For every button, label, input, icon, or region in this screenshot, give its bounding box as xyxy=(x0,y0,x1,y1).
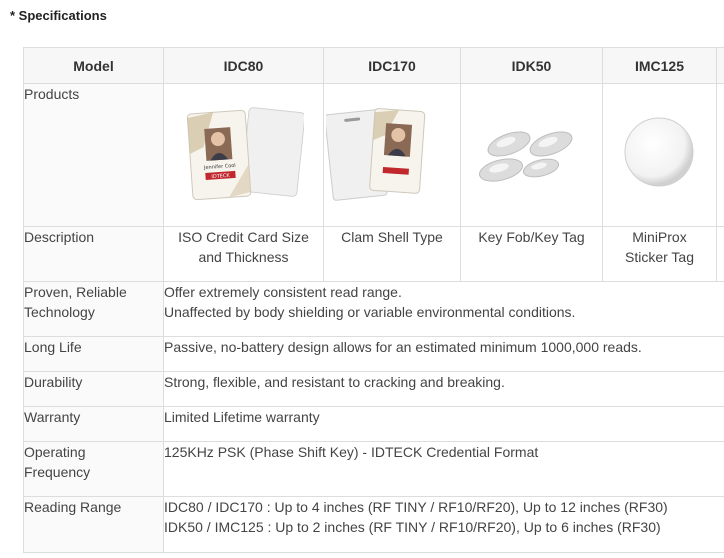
spec-row-warranty xyxy=(24,407,724,442)
spec-value-frequency xyxy=(164,442,724,497)
spec-value-durability xyxy=(164,372,724,407)
spec-value-reading-range-line2: IDK50 / IMC125 : Up to 2 inches (RF TINY / RF10/RF20), Up to 6 inches (RF30) xyxy=(164,519,661,535)
description-idc170 xyxy=(324,227,461,282)
model-row xyxy=(24,48,724,84)
spec-value-reading-range-line1: IDC80 / IDC170 : Up to 4 inches (RF TINY / RF10/RF20), Up to 12 inches (RF30) xyxy=(164,499,668,515)
model-idc170: IDC170 xyxy=(324,48,461,84)
spec-value-technology-line1: Offer extremely consistent read range. xyxy=(164,284,402,300)
spec-label-long-life-line1: Long Life xyxy=(24,339,82,355)
description-idc80 xyxy=(164,227,324,282)
description-idk50 xyxy=(461,227,603,282)
description-idc80-line1: ISO Credit Card Size xyxy=(178,229,309,245)
spec-row-reading-range xyxy=(24,497,724,553)
card-logo-text: IDTECK xyxy=(211,172,230,181)
spec-label-durability-line1: Durability xyxy=(24,374,83,390)
spec-value-reading-range xyxy=(164,497,724,553)
spec-value-frequency-line1: 125KHz PSK (Phase Shift Key) - IDTECK Credential Format xyxy=(164,444,539,460)
section-heading: * Specifications xyxy=(10,8,107,23)
idc80-card-image xyxy=(186,106,304,204)
spec-row-technology xyxy=(24,282,724,337)
products-label: Products xyxy=(24,84,164,227)
description-imc125-line2: Sticker Tag xyxy=(625,249,694,265)
description-label: Description xyxy=(24,227,164,282)
spec-label-warranty-line1: Warranty xyxy=(24,409,81,425)
model-idk50: IDK50 xyxy=(461,48,603,84)
product-image-idc80 xyxy=(164,84,324,227)
idk50-keyfob-image xyxy=(479,126,579,188)
spec-label-frequency-line2: Frequency xyxy=(24,464,91,480)
spec-label-reading-range xyxy=(24,497,164,553)
spec-row-long-life xyxy=(24,337,724,372)
specifications-table xyxy=(23,47,724,553)
product-image-idk50 xyxy=(461,84,603,227)
spec-row-frequency xyxy=(24,442,724,497)
spec-value-long-life xyxy=(164,337,724,372)
products-extra-cell xyxy=(717,84,724,227)
spec-value-technology-line2: Unaffected by body shielding or variable environmental conditions. xyxy=(164,304,576,320)
description-idc80-line2: and Thickness xyxy=(198,249,289,265)
model-idc80: IDC80 xyxy=(164,48,324,84)
description-idk50-line1: Key Fob/Key Tag xyxy=(478,229,585,245)
product-image-imc125 xyxy=(603,84,717,227)
description-idc170-line1: Clam Shell Type xyxy=(341,229,443,245)
spec-label-reading-range-line1: Reading Range xyxy=(24,499,122,515)
spec-label-technology-line2: Technology xyxy=(24,304,95,320)
spec-label-technology xyxy=(24,282,164,337)
spec-value-long-life-line1: Passive, no-battery design allows for an estimated minimum 1000,000 reads. xyxy=(164,339,642,355)
spec-label-frequency-line1: Operating xyxy=(24,444,86,460)
model-extra-cell xyxy=(717,48,724,84)
idc170-card-image xyxy=(326,106,426,206)
description-extra-cell xyxy=(717,227,724,282)
products-row xyxy=(24,84,724,227)
spec-value-warranty-line1: Limited Lifetime warranty xyxy=(164,409,320,425)
spec-label-technology-line1: Proven, Reliable xyxy=(24,284,127,300)
model-imc125: IMC125 xyxy=(603,48,717,84)
spec-label-long-life xyxy=(24,337,164,372)
description-imc125-line1: MiniProx xyxy=(632,229,687,245)
description-row xyxy=(24,227,724,282)
product-image-idc170 xyxy=(324,84,461,227)
spec-label-warranty xyxy=(24,407,164,442)
model-label: Model xyxy=(24,48,164,84)
spec-value-technology xyxy=(164,282,724,337)
imc125-sticker-image xyxy=(621,114,697,190)
description-imc125 xyxy=(603,227,717,282)
card-name-text: Jennifer Cool xyxy=(203,162,236,172)
spec-value-warranty xyxy=(164,407,724,442)
spec-label-durability xyxy=(24,372,164,407)
spec-label-frequency xyxy=(24,442,164,497)
spec-row-durability xyxy=(24,372,724,407)
spec-value-durability-line1: Strong, flexible, and resistant to cracking and breaking. xyxy=(164,374,505,390)
